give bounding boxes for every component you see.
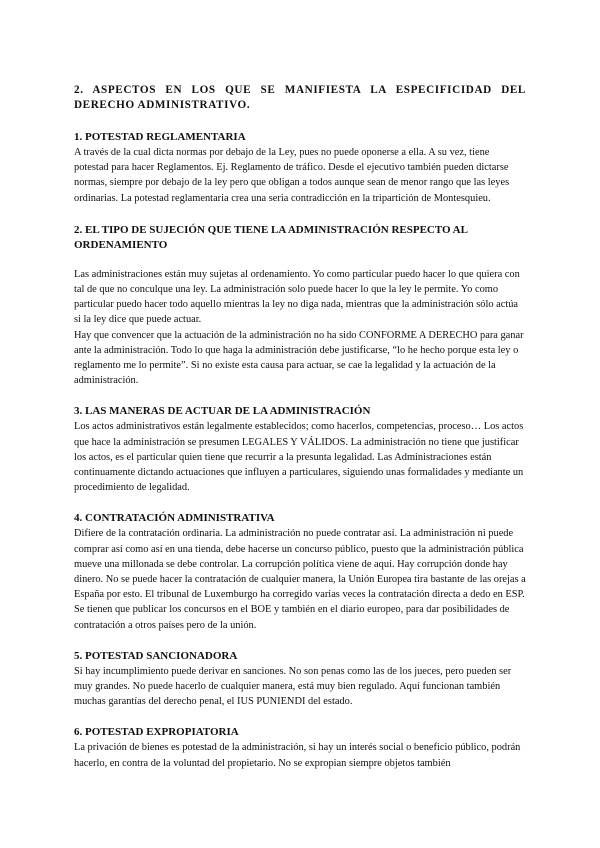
document-title: 2. ASPECTOS EN LOS QUE SE MANIFIESTA LA ESPECIFICIDAD DEL DERECHO ADMINISTRATIVO. bbox=[74, 84, 526, 111]
section-2-paragraph-1: Las administraciones están muy sujetas al ordenamiento. Yo como particular puedo hacer lo que quiera con tal de que no conculque una ley. La administración solo puede hacer lo que la ley le permite. Yo como particular puedo hacer todo aquello mientras la ley no diga nada, mientras que la administración sólo actúa si la ley dice que puede actuar. bbox=[74, 268, 520, 326]
document-page bbox=[74, 83, 526, 771]
section-2-title: 2. EL TIPO DE SUJECIÓN QUE TIENE LA ADMINISTRACIÓN RESPECTO AL ORDENAMIENTO bbox=[74, 223, 468, 251]
section-4-paragraph: Difiere de la contratación ordinaria. La administración no puede contratar así. La administración ni puede comprar así como así en una tienda, debe hacerse un concurso público, puesto que la administración pública mueve una millonada se debe controlar. La corrupción política viene de aquí. Hay corrupción donde hay dinero. No se puede hacer la contratación de cualquier manera, la Unión Europea tira bastante de las orejas a España por esto. El tribunal de Luxemburgo ha corregido varias veces la contratación directa a dedo en ESP. Se tienen que publicar los concursos en el BOE y también en el diario europeo, para dar posibilidades de contratación a otros países pero de la unión. bbox=[74, 528, 526, 631]
section-6-title: 6. POTESTAD EXPROPIATORIA bbox=[74, 726, 239, 739]
section-3-title: 3. LAS MANERAS DE ACTUAR DE LA ADMINISTRACIÓN bbox=[74, 405, 371, 418]
section-5-title: 5. POTESTAD SANCIONADORA bbox=[74, 649, 238, 662]
section-2-paragraph-2: Hay que convencer que la actuación de la administración no ha sido CONFORME A DERECHO para ganar ante la administración. Todo lo que haga la administración debe justificarse, “lo he hecho porque esta ley o reglamento me lo permite”. Si no existe esta causa para actuar, se cae la legalidad y la actuación de la administración. bbox=[74, 329, 524, 387]
section-1-paragraph: A través de la cual dicta normas por debajo de la Ley, pues no puede oponerse a ella. A su vez, tiene potestad para hacer Reglamentos. Ej. Reglamento de tráfico. Desde el ejecutivo también pueden dictarse normas, siempre por debajo de la ley pero que obligan a todos aunque sean de menor rango que las leyes ordinarias. La potestad reglamentaria crea una seria contradicción en la tripartición de Montesquieu. bbox=[74, 147, 510, 204]
section-1-title: 1. POTESTAD REGLAMENTARIA bbox=[74, 131, 246, 143]
section-3-paragraph: Los actos administrativos están legalmente establecidos; como hacerlos, competencias, proceso… Los actos que hace la administración se presumen LEGALES Y VÁLIDOS. La administración no tiene que justificar los actos, es el particular quien tiene que recurrir a la presunta legalidad. Las Administraciones están continuamente dictando actuaciones que influyen a particulares, siguiendo unas formalidades y mediante un procedimiento de legalidad. bbox=[74, 421, 524, 494]
section-6-paragraph: La privación de bienes es potestad de la administración, si hay un interés social o beneficio público, podrán hacerlo, en contra de la voluntad del propietario. No se expropian siempre objetos también bbox=[74, 742, 521, 769]
section-5-paragraph: Si hay incumplimiento puede derivar en sanciones. No son penas como las de los jueces, pero pueden ser muy grandes. No puede hacerlo de cualquier manera, está muy bien regulado. Aquí funcionan también muchas garantías del derecho penal, el IUS PUNIENDI del estado. bbox=[74, 665, 512, 708]
section-4-title: 4. CONTRATACIÓN ADMINISTRATIVA bbox=[74, 512, 275, 525]
